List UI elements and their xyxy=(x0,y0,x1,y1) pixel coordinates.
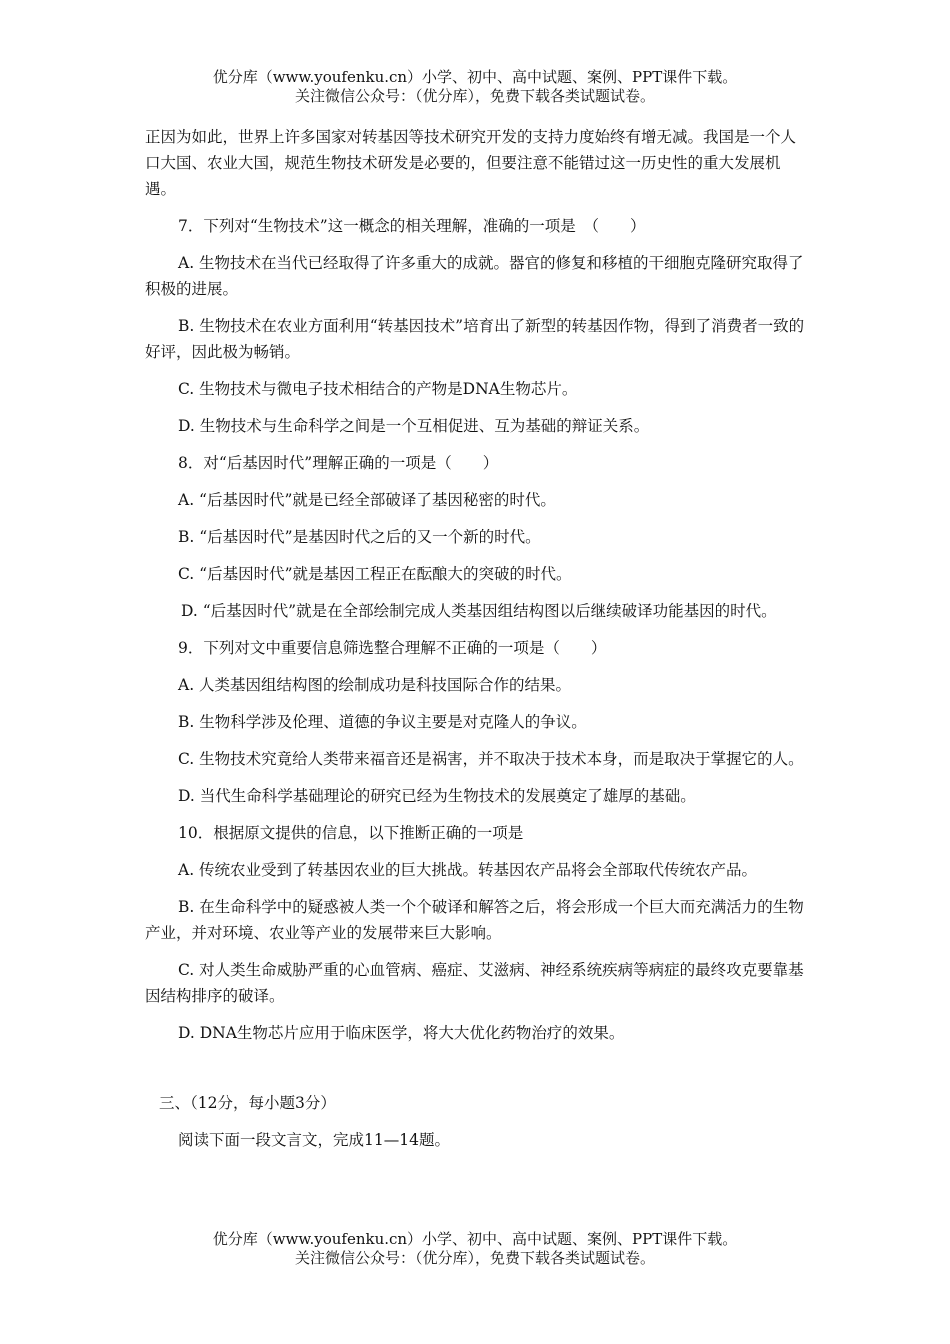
q8-option-d: D. “后基因时代”就是在全部绘制完成人类基因组结构图以后继续破译功能基因的时代。 xyxy=(181,602,777,620)
q7-option-a: A. 生物技术在当代已经取得了许多重大的成就。器官的修复和移植的干细胞克隆研究取得了积极的进展。 xyxy=(145,254,804,298)
section-3-title: 三、（12分，每小题3分） xyxy=(159,1094,336,1112)
q10-stem: 10．根据原文提供的信息，以下推断正确的一项是 xyxy=(178,824,524,842)
page-footer xyxy=(0,1230,950,1268)
q8-option-a: A. “后基因时代”就是已经全部破译了基因秘密的时代。 xyxy=(178,491,556,509)
q8-option-b: B. “后基因时代”是基因时代之后的又一个新的时代。 xyxy=(178,528,541,546)
q9-option-d: D. 当代生命科学基础理论的研究已经为生物技术的发展奠定了雄厚的基础。 xyxy=(178,787,696,805)
q9-option-b: B. 生物科学涉及伦理、道德的争议主要是对克隆人的争议。 xyxy=(178,713,587,731)
section-3-instruction: 阅读下面一段文言文，完成11—14题。 xyxy=(178,1131,450,1149)
header-line-2: 关注微信公众号：（优分库），免费下载各类试题试卷。 xyxy=(294,87,655,105)
q10-option-b: B. 在生命科学中的疑惑被人类一个个破译和解答之后，将会形成一个巨大而充满活力的生物产业，并对环境、农业等产业的发展带来巨大影响。 xyxy=(145,898,804,942)
header-line-1: 优分库（www.youfenku.cn）小学、初中、高中试题、案例、PPT课件下载。 xyxy=(212,68,738,86)
q7-option-d: D. 生物技术与生命科学之间是一个互相促进、互为基础的辩证关系。 xyxy=(178,417,650,435)
footer-line-2: 关注微信公众号：（优分库），免费下载各类试题试卷。 xyxy=(294,1249,655,1267)
q7-option-b: B. 生物技术在农业方面利用“转基因技术”培育出了新型的转基因作物，得到了消费者一致的好评，因此极为畅销。 xyxy=(145,317,805,361)
page-header xyxy=(0,68,950,106)
q7-option-c: C. 生物技术与微电子技术相结合的产物是DNA生物芯片。 xyxy=(178,380,578,398)
footer-line-1: 优分库（www.youfenku.cn）小学、初中、高中试题、案例、PPT课件下载。 xyxy=(212,1230,738,1248)
q9-stem: 9．下列对文中重要信息筛选整合理解不正确的一项是（ ） xyxy=(178,639,607,657)
q7-stem: 7．下列对“生物技术”这一概念的相关理解，准确的一项是 （ ） xyxy=(178,217,646,235)
q9-option-a: A. 人类基因组结构图的绘制成功是科技国际合作的结果。 xyxy=(178,676,572,694)
q9-option-c: C. 生物技术究竟给人类带来福音还是祸害，并不取决于技术本身，而是取决于掌握它的人。 xyxy=(178,750,804,768)
q10-option-a: A. 传统农业受到了转基因农业的巨大挑战。转基因农产品将会全部取代传统农产品。 xyxy=(178,861,758,879)
q10-option-d: D. DNA生物芯片应用于临床医学，将大大优化药物治疗的效果。 xyxy=(178,1024,625,1042)
q8-stem: 8．对“后基因时代”理解正确的一项是（ ） xyxy=(178,454,499,472)
q8-option-c: C. “后基因时代”就是基因工程正在酝酿大的突破的时代。 xyxy=(178,565,572,583)
intro-paragraph: 正因为如此，世界上许多国家对转基因等技术研究开发的支持力度始终有增无减。我国是一个人口大国、农业大国，规范生物技术研发是必要的，但要注意不能错过这一历史性的重大发展机遇。 xyxy=(145,128,797,198)
q10-option-c: C. 对人类生命威胁严重的心血管病、癌症、艾滋病、神经系统疾病等病症的最终攻克要靠基因结构排序的破译。 xyxy=(145,961,804,1005)
document-body xyxy=(145,124,810,1153)
